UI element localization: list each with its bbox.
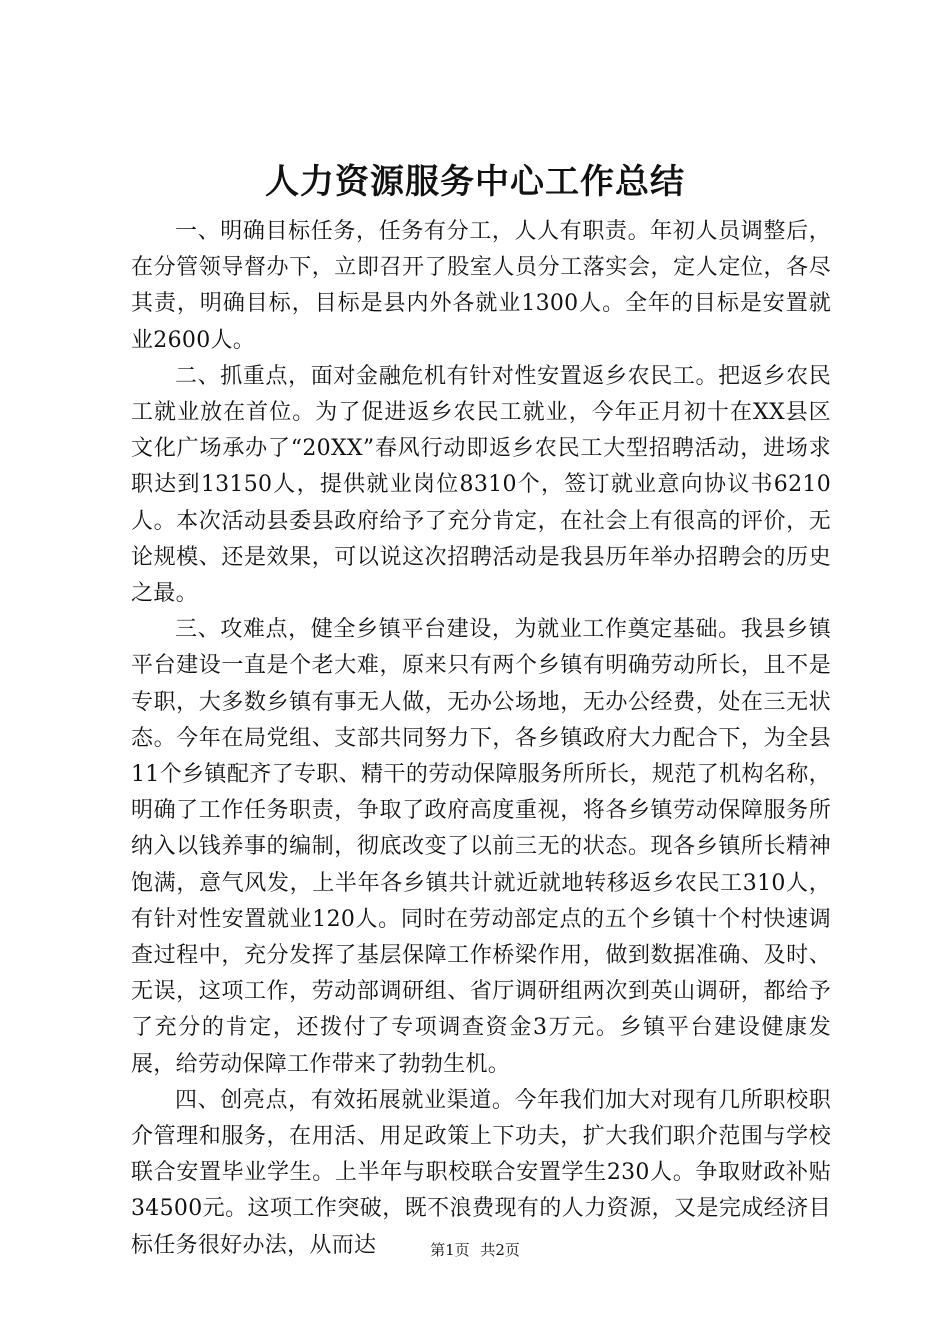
paragraph-2: 二、抓重点，面对金融危机有针对性安置返乡农民工。把返乡农民工就业放在首位。为了促进返乡农民工就业，今年正月初十在XX县区文化广场承办了“20XX”春风行动即返乡农民工大型招聘活动，进场求职达到13150人，提供就业岗位8310个，签订就业意向协议书6210人。本次活动县委县政府给予了充分肯定，在社会上有很高的评价，无论规模、还是效果，可以说这次招聘活动是我县历年举办招聘会的历史之最。 xyxy=(131,363,831,607)
page-number-total: 共2页 xyxy=(480,1241,520,1259)
paragraph-4: 四、创亮点，有效拓展就业渠道。今年我们加大对现有几所职校职介管理和服务，在用活、用足政策上下功夫，扩大我们职介范围与学校联合安置毕业学生。上半年与职校联合安置学生230人。争取财政补贴34500元。这项工作突破，既不浪费现有的人力资源，又是完成经济目标任务很好办法，从而达 xyxy=(131,1087,831,1258)
paragraph-3: 三、攻难点，健全乡镇平台建设，为就业工作奠定基础。我县乡镇平台建设一直是个老大难，原来只有两个乡镇有明确劳动所长，且不是专职，大多数乡镇有事无人做，无办公场地，无办公经费，处在三无状态。今年在局党组、支部共同努力下，各乡镇政府大力配合下，为全县11个乡镇配齐了专职、精干的劳动保障服务所所长，规范了机构名称，明确了工作任务职责，争取了政府高度重视，将各乡镇劳动保障服务所纳入以钱养事的编制，彻底改变了以前三无的状态。现各乡镇所长精神饱满，意气风发，上半年各乡镇共计就近就地转移返乡农民工310人，有针对性安置就业120人。同时在劳动部定点的五个乡镇十个村快速调查过程中，充分发挥了基层保障工作桥梁作用，做到数据准确、及时、无误，这项工作，劳动部调研组、省厅调研组两次到英山调研，都给予了充分的肯定，还拨付了专项调查资金3万元。乡镇平台建设健康发展，给劳动保障工作带来了勃勃生机。 xyxy=(131,617,831,1077)
paragraph-1: 一、明确目标任务，任务有分工，人人有职责。年初人员调整后，在分管领导督办下，立即召开了股室人员分工落实会，定人定位，各尽其责，明确目标，目标是县内外各就业1300人。全年的目标是安置就业2600人。 xyxy=(131,219,831,353)
document-title: 人力资源服务中心工作总结 xyxy=(265,162,685,202)
page-number-current: 第1页 xyxy=(430,1241,470,1259)
page-footer xyxy=(0,1240,950,1260)
